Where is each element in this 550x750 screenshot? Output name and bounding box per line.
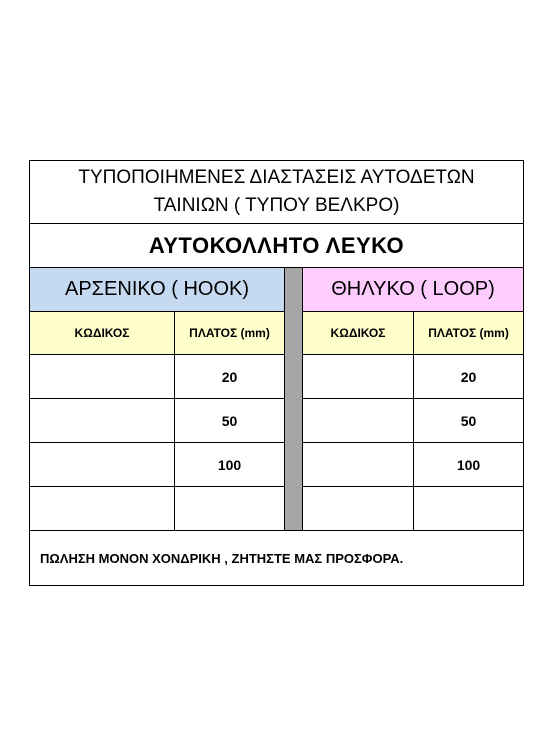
- hook-code-cell: [30, 399, 175, 443]
- loop-code-cell: [303, 399, 414, 443]
- loop-code-header: ΚΩΔΙΚΟΣ: [303, 312, 414, 355]
- document-subtitle: ΑΥΤΟΚΟΛΛΗΤΟ ΛΕΥΚΟ: [30, 224, 524, 268]
- hook-width-cell: 50: [175, 399, 285, 443]
- wholesale-note: ΠΩΛΗΣΗ ΜΟΝΟΝ ΧΟΝΔΡΙΚΗ , ΖΗΤΗΣΤΕ ΜΑΣ ΠΡΟΣΦΟΡΑ.: [30, 531, 524, 586]
- hook-width-cell: 20: [175, 355, 285, 399]
- loop-width-cell: [414, 487, 524, 531]
- table-row: [30, 487, 524, 531]
- column-separator: [285, 268, 303, 531]
- hook-width-cell: 100: [175, 443, 285, 487]
- loop-width-header: ΠΛΑΤΟΣ (mm): [414, 312, 524, 355]
- subtitle-row: [30, 224, 524, 268]
- loop-code-cell: [303, 443, 414, 487]
- loop-code-cell: [303, 487, 414, 531]
- document-title: [30, 161, 524, 224]
- loop-code-cell: [303, 355, 414, 399]
- loop-width-cell: 20: [414, 355, 524, 399]
- hook-width-cell: [175, 487, 285, 531]
- title-line-1: ΤΥΠΟΠΟΙΗΜΕΝΕΣ ΔΙΑΣΤΑΣΕΙΣ ΑΥΤΟΔΕΤΩΝ: [78, 167, 475, 188]
- hook-code-cell: [30, 487, 175, 531]
- title-line-2: ΤΑΙΝΙΩΝ ( ΤΥΠΟΥ ΒΕΛΚΡΟ): [153, 195, 400, 216]
- hook-width-header: ΠΛΑΤΟΣ (mm): [175, 312, 285, 355]
- table-row: [30, 355, 524, 399]
- hook-type-label: ΑΡΣΕΝΙΚΟ ( HOOK): [30, 268, 285, 312]
- loop-width-cell: 100: [414, 443, 524, 487]
- note-row: [30, 531, 524, 586]
- loop-width-cell: 50: [414, 399, 524, 443]
- velcro-dimensions-table: [29, 160, 524, 586]
- table-row: [30, 443, 524, 487]
- hook-code-cell: [30, 443, 175, 487]
- hook-code-header: ΚΩΔΙΚΟΣ: [30, 312, 175, 355]
- column-header-row: [30, 312, 524, 355]
- title-row: [30, 161, 524, 224]
- hook-code-cell: [30, 355, 175, 399]
- loop-type-label: ΘΗΛΥΚΟ ( LOOP): [303, 268, 524, 312]
- type-header-row: [30, 268, 524, 312]
- table-row: [30, 399, 524, 443]
